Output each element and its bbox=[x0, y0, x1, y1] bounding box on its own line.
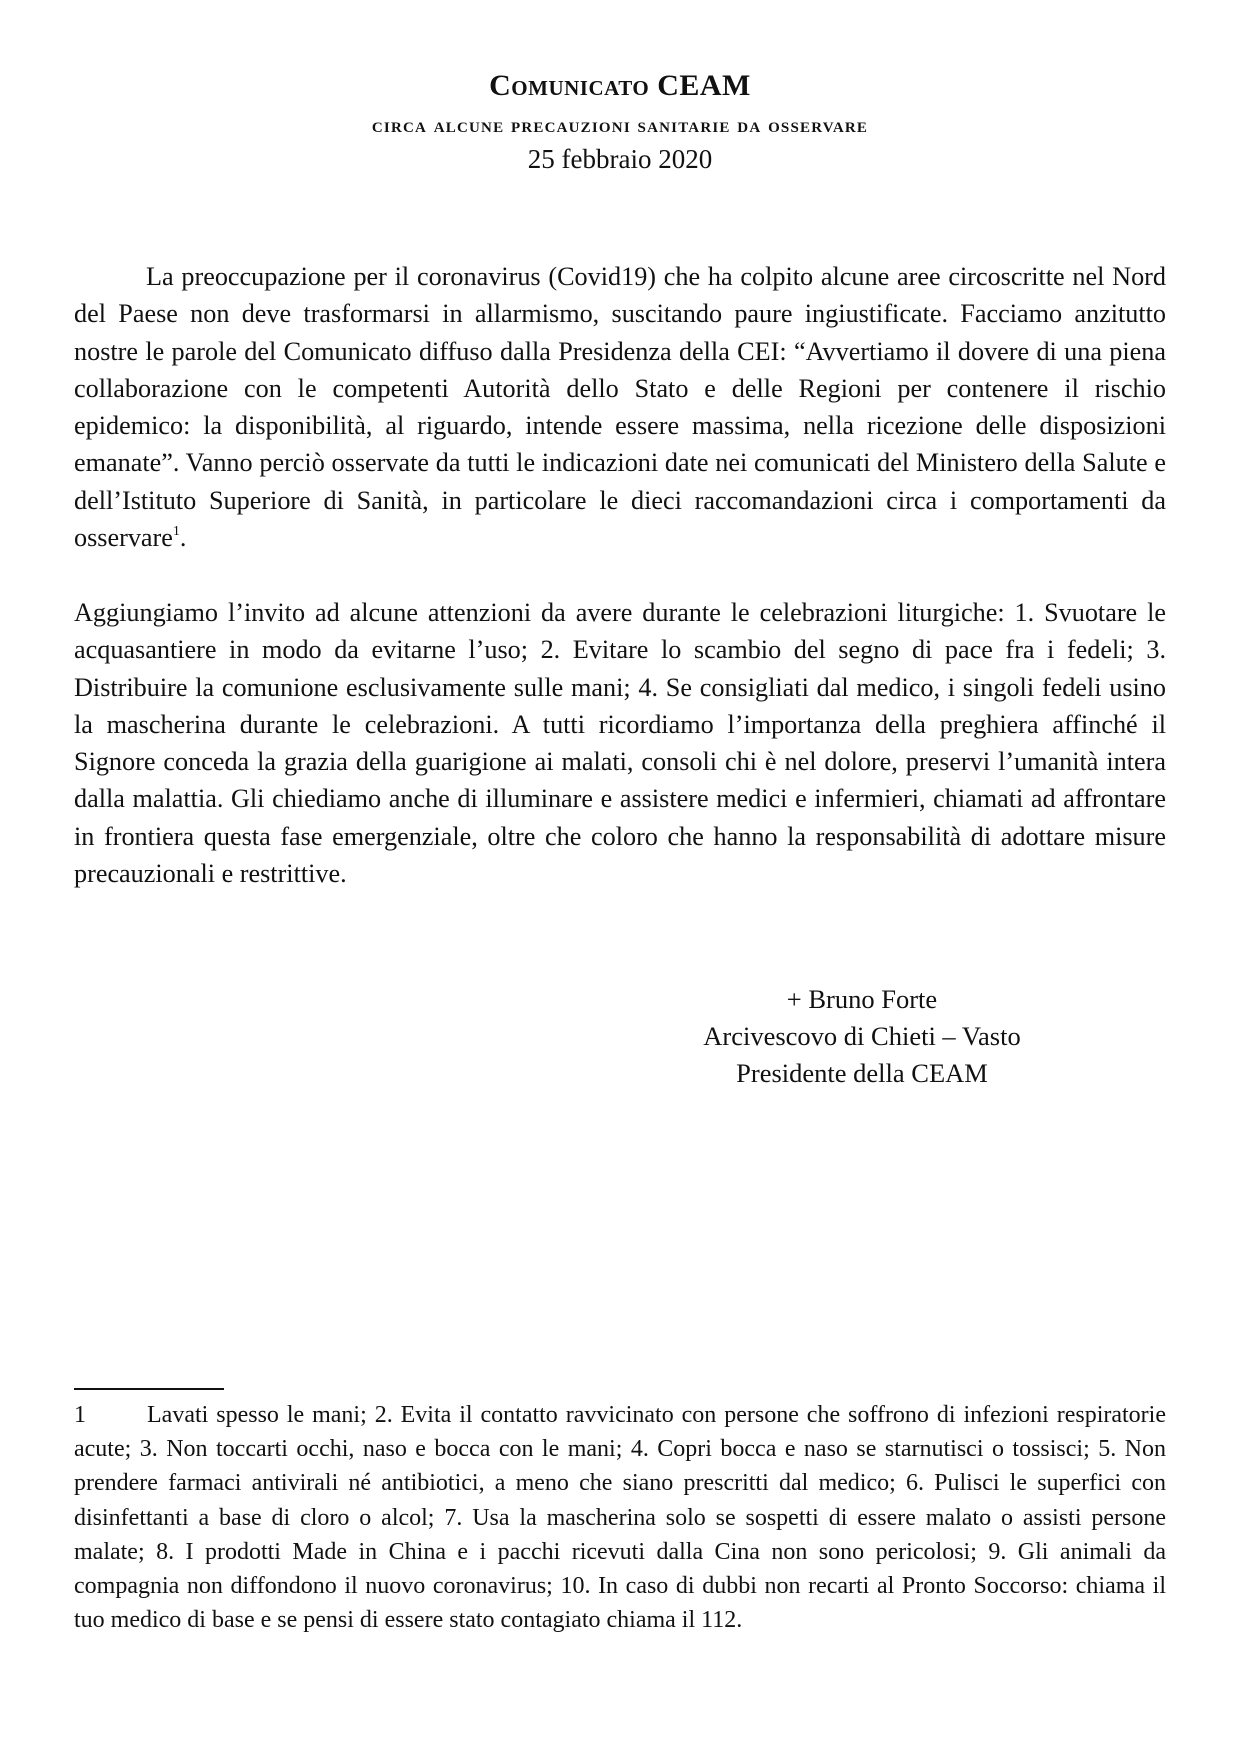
footnote-number: 1 bbox=[74, 1402, 86, 1428]
signature-role: Arcivescovo di Chieti – Vasto bbox=[703, 1021, 1021, 1051]
document-title: Comunicato CEAM bbox=[489, 69, 751, 102]
document-subtitle: circa alcune precauzioni sanitarie da osservare bbox=[371, 112, 869, 137]
footnote-text: Lavati spesso le mani; 2. Evita il contatto ravvicinato con persone che soffrono di infezioni respiratorie acute; 3. Non toccarti occhi, naso e bocca con le mani; 4. Copri bocca e naso se starnutisci o tossisci; 5. Non prendere farmaci antivirali né antibiotici, a meno che siano prescritti dal medico; 6. Pulisci le superfici con disinfettanti a base di cloro o alcol; 7. Usa la mascherina solo se sospetti di essere malato o assisti persone malate; 8. I prodotti Made in China e i pacchi ricevuti dalla Cina non sono pericolosi; 9. Gli animali da compagnia non diffondono il nuovo coronavirus; 10. In caso di dubbi non recarti al Pronto Soccorso: chiama il tuo medico di base e se pensi di essere stato contagiato chiama il 112. bbox=[74, 1402, 1166, 1634]
paragraph-1-end: . bbox=[179, 523, 187, 553]
footnote-reference[interactable]: 1 bbox=[172, 524, 180, 540]
paragraph-1-text: La preoccupazione per il coronavirus (Covid19) che ha colpito alcune aree circoscritte nel Nord del Paese non deve trasformarsi in allarmismo, suscitando paure ingiustificate. Facciamo anzitutto nostre le parole del Comunicato diffuso dalla Presidenza della CEI: “Avvertiamo il dovere di una piena collaborazione con le competenti Autorità dello Stato e delle Regioni per contenere il rischio epidemico: la disponibilità, al riguardo, intende essere massima, nella ricezione delle disposizioni emanate”. Vanno perciò osservate da tutti le indicazioni date nei comunicati del Ministero della Salute e dell’Istituto Superiore di Sanità, in particolare le dieci raccomandazioni circa i comportamenti da osservare bbox=[74, 262, 1166, 553]
signature-name: + Bruno Forte bbox=[786, 984, 938, 1014]
signature-block bbox=[675, 981, 1049, 1092]
body-paragraph-2: Aggiungiamo l’invito ad alcune attenzioni da avere durante le celebrazioni liturgiche: 1. Svuotare le acquasantiere in modo da evitarne l’uso; 2. Evitare lo scambio del segno di pace fra i fedeli; 3. Distribuire la comunione esclusivamente sulle mani; 4. Se consigliati dal medico, i singoli fedeli usino la mascherina durante le celebrazioni. A tutti ricordiamo l’importanza della preghiera affinché il Signore conceda la grazia della guarigione ai malati, consoli chi è nel dolore, preservi l’umanità intera dalla malattia. Gli chiediamo anche di illuminare e assistere medici e infermieri, chiamati ad affrontare in frontiera questa fase emergenziale, oltre che coloro che hanno la responsabilità di adottare misure precauzionali e restrittive. bbox=[74, 598, 1166, 889]
body-paragraph-1 bbox=[74, 258, 1166, 556]
signature-position: Presidente della CEAM bbox=[736, 1058, 988, 1088]
footnote bbox=[74, 1398, 1166, 1637]
document-date: 25 febbraio 2020 bbox=[527, 144, 713, 174]
footnote-divider bbox=[74, 1388, 224, 1390]
